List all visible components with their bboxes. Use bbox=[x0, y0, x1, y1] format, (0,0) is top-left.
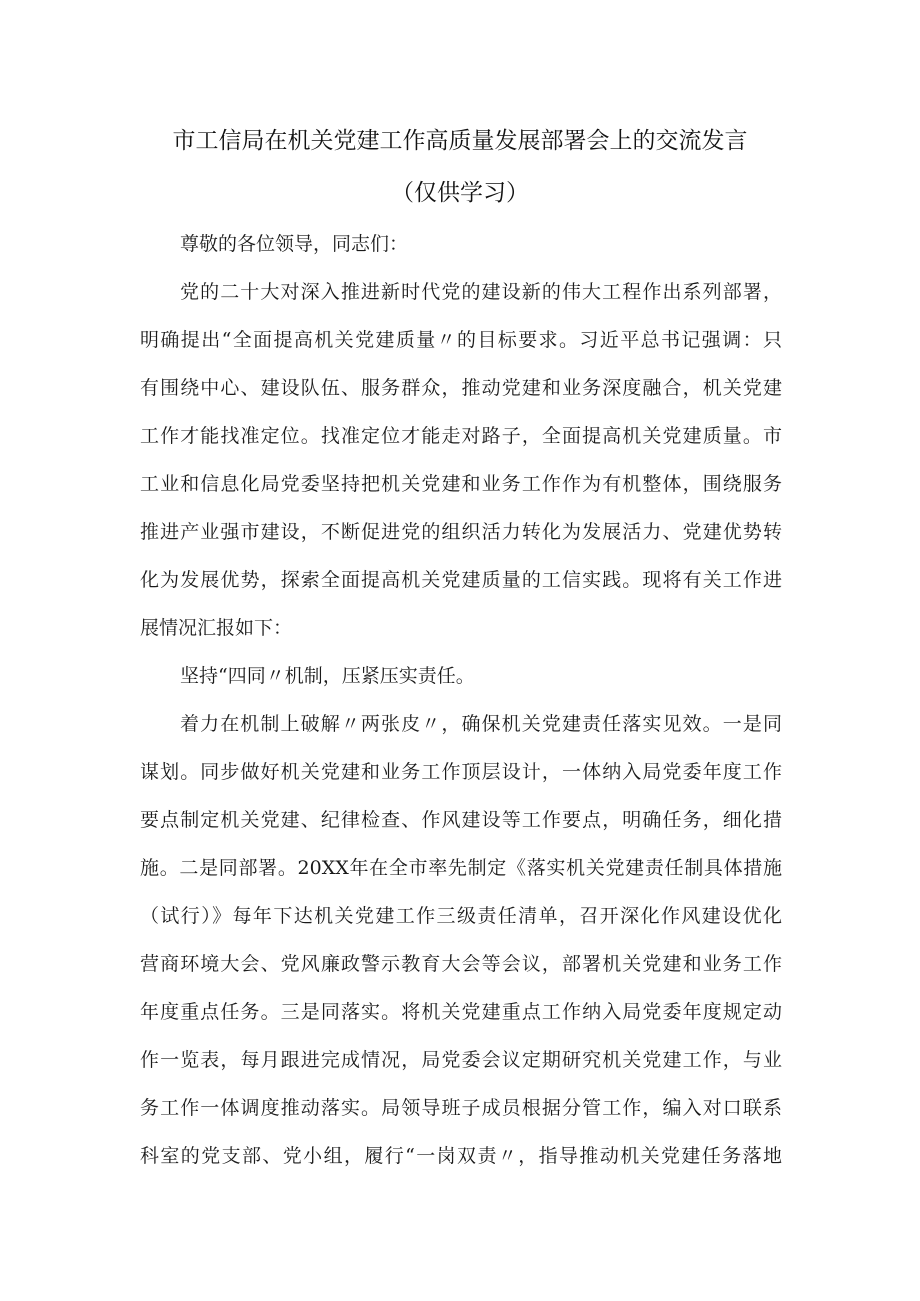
salutation-line: 尊敬的各位领导，同志们： bbox=[180, 233, 409, 255]
paragraph-line: 年度重点任务。三是同落实。将机关党建重点工作纳入局党委年度规定动 bbox=[140, 1001, 782, 1023]
paragraph-line: 明确提出“全面提高机关党建质量〃的目标要求。习近平总书记强调：只 bbox=[140, 329, 782, 351]
paragraph-line: 推进产业强市建设，不断促进党的组织活力转化为发展活力、党建优势转 bbox=[140, 521, 782, 543]
section-heading: 坚持“四同〃机制，压紧压实责任。 bbox=[180, 665, 475, 687]
paragraph-line: 党的二十大对深入推进新时代党的建设新的伟大工程作出系列部署， bbox=[180, 281, 782, 303]
paragraph-line: （试行）》每年下达机关党建工作三级责任清单，召开深化作风建设优化 bbox=[140, 905, 782, 927]
paragraph-line: 谋划。同步做好机关党建和业务工作顶层设计，一体纳入局党委年度工作 bbox=[140, 761, 782, 783]
paragraph-line: 营商环境大会、党风廉政警示教育大会等会议，部署机关党建和业务工作 bbox=[140, 953, 782, 975]
paragraph-line: 工业和信息化局党委坚持把机关党建和业务工作作为有机整体，围绕服务 bbox=[140, 473, 782, 495]
paragraph-line: 施。二是同部署。20XX年在全市率先制定《落实机关党建责任制具体措施 bbox=[140, 857, 782, 879]
paragraph-line: 要点制定机关党建、纪律检查、作风建设等工作要点，明确任务，细化措 bbox=[140, 809, 782, 831]
paragraph-line: 务工作一体调度推动落实。局领导班子成员根据分管工作，编入对口联系 bbox=[140, 1097, 782, 1119]
paragraph-line: 着力在机制上破解〃两张皮〃，确保机关党建责任落实见效。一是同 bbox=[180, 713, 782, 735]
paragraph-line: 作一览表，每月跟进完成情况，局党委会议定期研究机关党建工作，与业 bbox=[140, 1049, 782, 1071]
paragraph-line: 有围绕中心、建设队伍、服务群众，推动党建和业务深度融合，机关党建 bbox=[140, 377, 782, 399]
paragraph-line: 工作才能找准定位。找准定位才能走对路子，全面提高机关党建质量。市 bbox=[140, 425, 782, 447]
paragraph-line: 化为发展优势，探索全面提高机关党建质量的工信实践。现将有关工作进 bbox=[140, 569, 782, 591]
paragraph-line: 科室的党支部、党小组，履行“一岗双责〃，指导推动机关党建任务落地 bbox=[140, 1145, 782, 1167]
document-subtitle: （仅供学习） bbox=[391, 180, 529, 206]
document-title: 市工信局在机关党建工作高质量发展部署会上的交流发言 bbox=[172, 128, 748, 154]
paragraph-line: 展情况汇报如下： bbox=[140, 617, 293, 639]
